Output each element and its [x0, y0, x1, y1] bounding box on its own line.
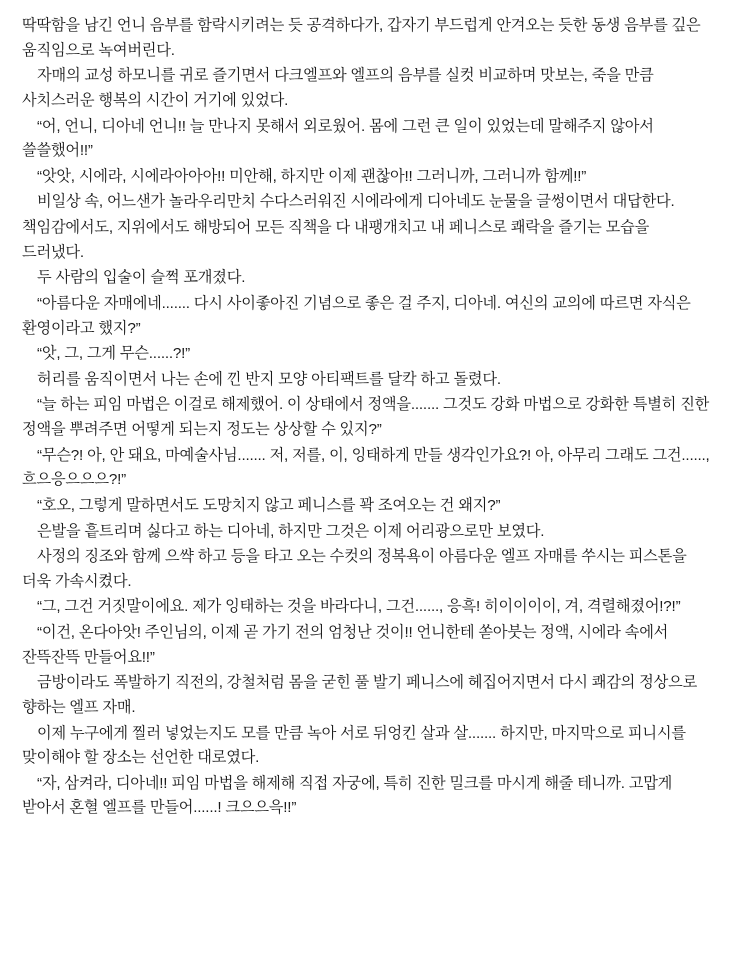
paragraph: “무슨?! 아, 안 돼요, 마예술사님....... 저, 저를, 이, 잉태하게 만들 생각인가요?! 아, 아무리 그래도 그건......, 흐으응으으으?!” [22, 446, 714, 489]
paragraph: 은발을 흩트리며 싫다고 하는 디아네, 하지만 그것은 이제 어리광으로만 보였다. [37, 522, 545, 540]
paragraph: 금방이라도 폭발하기 직전의, 강철처럼 몸을 굳힌 풀 발기 페니스에 헤집어지면서 다시 쾌감의 정상으로 향하는 엘프 자매. [22, 674, 702, 716]
paragraph: 두 사람의 입술이 슬쩍 포개졌다. [37, 269, 246, 287]
paragraph: “늘 하는 피임 마법은 이걸로 해제했어. 이 상태에서 정액을....... 그것도 강화 마법으로 강화한 특별히 진한 정액을 뿌려주면 어떻게 되는지 정도는 상상할 수 있지?” [22, 396, 714, 438]
paragraph: 자매의 교성 하모니를 귀로 즐기면서 다크엘프와 엘프의 음부를 실컷 비교하며 맛보는, 죽을 만큼 사치스러운 행복의 시간이 거기에 있었다. [22, 67, 658, 109]
paragraph: “호오, 그렇게 말하면서도 도망치지 않고 페니스를 꽉 조여오는 건 왜지?” [37, 496, 501, 514]
paragraph: 책임감에서도, 지위에서도 해방되어 모든 직책을 다 내팽개치고 내 페니스로 쾌락을 즐기는 모습을 드러냈다. [22, 219, 654, 261]
paragraph: 사정의 징조와 함께 으쌱 하고 등을 타고 오는 수컷의 정복욕이 아름다운 엘프 자매를 쑤시는 피스톤을 더욱 가속시켰다. [22, 548, 691, 590]
paragraph: 비일상 속, 어느샌가 놀라우리만치 수다스러워진 시에라에게 디아네도 눈물을 글썽이면서 대답한다. [37, 193, 675, 211]
paragraph: “아름다운 자매에네....... 다시 사이좋아진 기념으로 좋은 걸 주지, 디아네. 여신의 교의에 따르면 자식은 환영이라고 했지?” [22, 294, 695, 337]
paragraph: “이건, 온다아앗! 주인님의, 이제 곧 가기 전의 엄청난 것이!! 언니한테 쏟아붓는 정액, 시에라 속에서 잔뜩잔뜩 만들어요!!” [22, 624, 673, 666]
paragraph: 딱딱함을 남긴 언니 음부를 함락시키려는 듯 공격하다가, 갑자기 부드럽게 안겨오는 듯한 동생 음부를 깊은 움직임으로 녹여버린다. [22, 17, 705, 59]
paragraph: “어, 언니, 디아네 언니!! 늘 만나지 못해서 외로웠어. 몸에 그런 큰 일이 있었는데 말해주지 않아서 쓸쓸했어!!” [22, 117, 658, 160]
paragraph: 이제 누구에게 찔러 넣었는지도 모를 만큼 녹아 서로 뒤엉킨 살과 살....... 하지만, 마지막으로 피니시를 맞이해야 할 장소는 선언한 대로였다. [22, 724, 690, 767]
paragraph: “자, 삼켜라, 디아네!! 피임 마법을 해제해 직접 자궁에, 특히 진한 밀크를 마시게 해줄 테니까. 고맙게 받아서 혼혈 엘프를 만들어......! 크으으윽!!” [22, 774, 677, 817]
paragraph: “앗앗, 시에라, 시에라아아아!! 미안해, 하지만 이제 괜찮아!! 그러니까, 그러니까 함께!!” [37, 167, 587, 185]
paragraph: “앗, 그, 그게 무슨......?!” [37, 345, 191, 363]
paragraph: 허리를 움직이면서 나는 손에 낀 반지 모양 아티팩트를 달칵 하고 돌렸다. [37, 370, 501, 388]
paragraph: “그, 그건 거짓말이에요. 제가 잉태하는 것을 바라다니, 그건......, 응흑! 히이이이이, 겨, 격렬해졌어!?!” [37, 598, 681, 616]
